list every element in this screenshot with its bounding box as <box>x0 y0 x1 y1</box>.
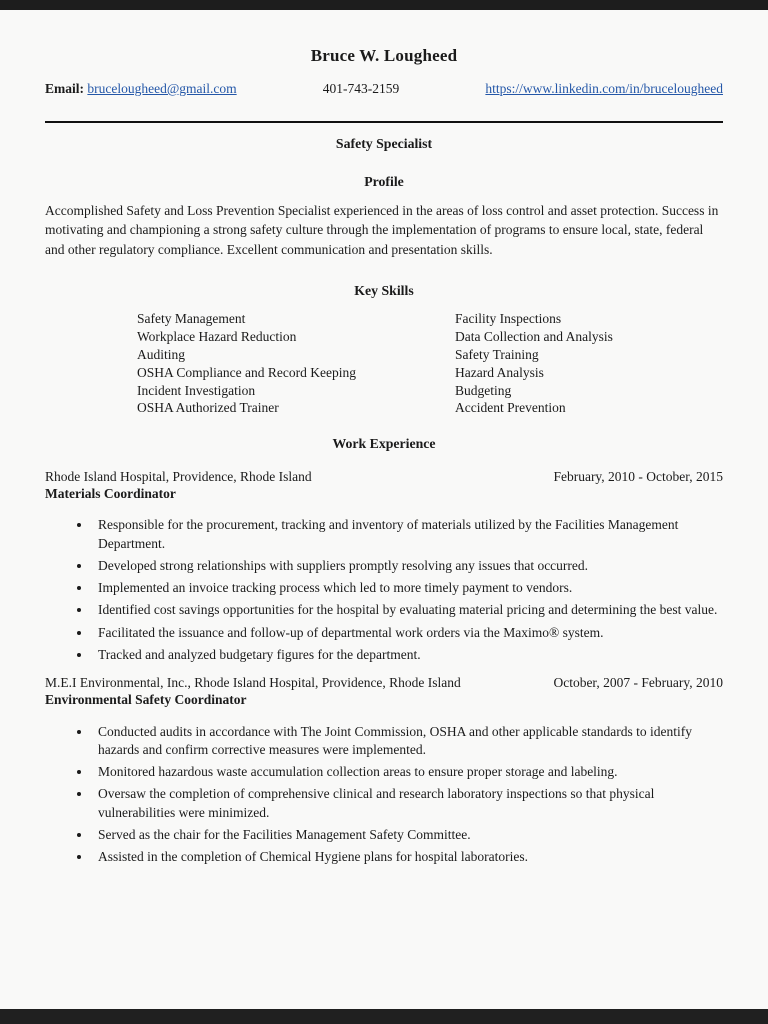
skill-item: OSHA Authorized Trainer <box>137 400 279 416</box>
skill-item: Budgeting <box>455 382 512 398</box>
email-link[interactable]: brucelougheed@gmail.com <box>87 81 237 96</box>
profile-heading: Profile <box>364 174 404 189</box>
header-divider <box>45 121 723 123</box>
work-experience-heading: Work Experience <box>332 436 436 452</box>
resume-content <box>45 10 723 870</box>
page-top-bar <box>0 0 768 10</box>
bullet-item: • Oversaw the completion of comprehensive clinical and research laboratory inspections so that physical vulnerabilities were minimized. <box>92 785 723 822</box>
skill-item: Workplace Hazard Reduction <box>137 329 297 345</box>
job-company: M.E.I Environmental, Inc., Rhode Island Hospital, Providence, Rhode Island <box>45 675 461 691</box>
email-label: Email: <box>45 81 84 96</box>
skill-item: Hazard Analysis <box>455 364 544 380</box>
person-name: Bruce W. Lougheed <box>310 46 458 65</box>
bullet-item: • Served as the chair for the Facilities Management Safety Committee. <box>92 826 723 845</box>
job-role: Environmental Safety Coordinator <box>45 692 247 708</box>
job-dates: October, 2007 - February, 2010 <box>553 675 723 691</box>
skill-item: Safety Management <box>137 311 246 327</box>
skills-columns <box>45 310 723 417</box>
job-title-heading: Safety Specialist <box>335 136 433 151</box>
job-bullet-list <box>45 516 723 664</box>
job-role: Materials Coordinator <box>45 486 176 502</box>
skills-column-right <box>455 310 723 417</box>
skill-item: Auditing <box>137 346 186 362</box>
skill-item: Data Collection and Analysis <box>455 329 613 345</box>
job-company: Rhode Island Hospital, Providence, Rhode Island <box>45 469 312 485</box>
skill-item: Accident Prevention <box>455 400 566 416</box>
skill-item: Facility Inspections <box>455 311 562 327</box>
contact-row <box>45 81 723 97</box>
bullet-item: • Identified cost savings opportunities for the hospital by evaluating material pricing and determining the best value. <box>92 601 723 620</box>
job-bullet-list <box>45 723 723 867</box>
skill-item: Incident Investigation <box>137 382 256 398</box>
phone-number: 401-743-2159 <box>322 81 400 96</box>
job-dates: February, 2010 - October, 2015 <box>553 469 723 485</box>
skill-item: OSHA Compliance and Record Keeping <box>137 364 356 380</box>
skills-column-left <box>45 310 455 417</box>
bullet-item: • Responsible for the procurement, tracking and inventory of materials utilized by the Facilities Management Department. <box>92 516 723 553</box>
profile-text: Accomplished Safety and Loss Prevention Specialist experienced in the areas of loss control and asset protection. Success in motivating and championing a strong safety culture through the implementation of programs to ensure local, state, federal and other regulatory compliance. Excellent communication and presentation skills. <box>45 203 719 257</box>
bullet-item: • Implemented an invoice tracking process which led to more timely payment to vendors. <box>92 579 723 598</box>
bullet-item: • Developed strong relationships with suppliers promptly resolving any issues that occurred. <box>92 557 723 576</box>
email-block <box>45 81 237 97</box>
bullet-item: • Monitored hazardous waste accumulation collection areas to ensure proper storage and labeling. <box>92 763 723 782</box>
job-header <box>45 675 723 691</box>
bullet-item: • Tracked and analyzed budgetary figures for the department. <box>92 646 723 665</box>
page-bottom-bar <box>0 1009 768 1024</box>
bullet-item: • Assisted in the completion of Chemical Hygiene plans for hospital laboratories. <box>92 848 723 867</box>
bullet-item: • Facilitated the issuance and follow-up of departmental work orders via the Maximo® system. <box>92 624 723 643</box>
linkedin-link[interactable]: https://www.linkedin.com/in/brucelougheed <box>485 81 723 96</box>
skill-item: Safety Training <box>455 346 539 362</box>
bullet-item: • Conducted audits in accordance with The Joint Commission, OSHA and other applicable standards to identify hazards and confirm corrective measures were implemented. <box>92 723 723 760</box>
key-skills-heading: Key Skills <box>354 283 414 299</box>
job-header <box>45 469 723 485</box>
